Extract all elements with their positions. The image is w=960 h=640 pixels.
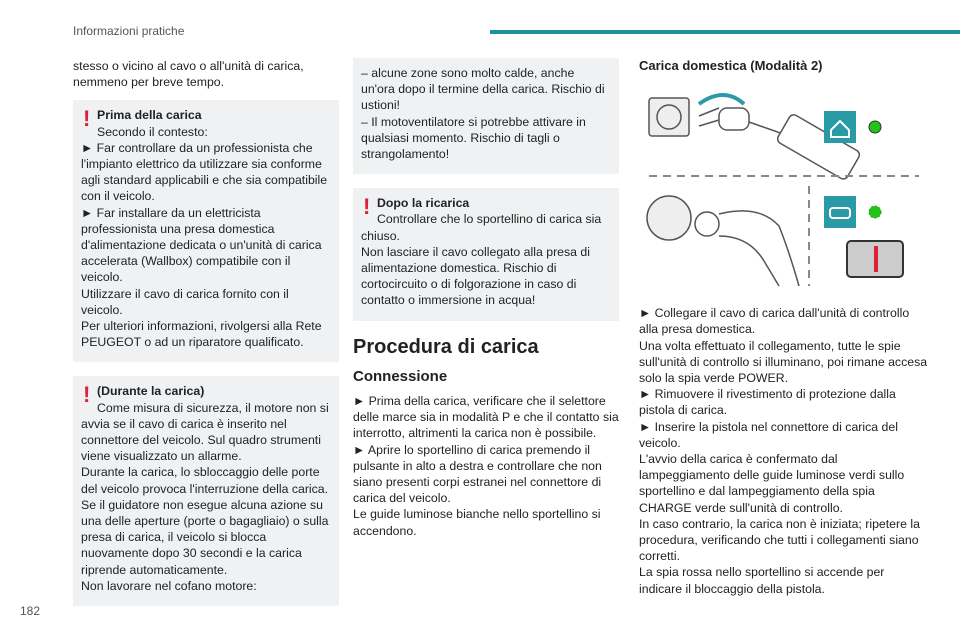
text-line: ► Inserire la pistola nel connettore di carica del veicolo. bbox=[639, 419, 898, 450]
box-line: Per ulteriori informazioni, rivolgersi alla Rete PEUGEOT o ad un riparatore qualificato. bbox=[81, 319, 322, 350]
warning-box-continued bbox=[353, 58, 619, 174]
charging-illustration bbox=[639, 86, 929, 291]
text-line: ► Aprire lo sportellino di carica premendo il pulsante in alto a destra e controllare che non siano presenti corpi estranei nel connettore di carica del veicolo. bbox=[353, 442, 602, 506]
box-line: Non lasciare il cavo collegato alla presa di alimentazione domestica. Rischio di cortocircuito o di folgorazione in caso di contatto o immersione in acqua! bbox=[361, 244, 590, 308]
box-line: – alcune zone sono molto calde, anche un'ora dopo il termine della carica. Rischio di ustioni! bbox=[361, 66, 605, 113]
warning-icon: ! bbox=[83, 106, 91, 132]
warning-icon: ! bbox=[363, 194, 371, 220]
box-line: Durante la carica, lo sbloccaggio delle porte del veicolo provoca l'interruzione della carica. bbox=[81, 465, 329, 496]
box-title: (Durante la carica) bbox=[97, 384, 205, 399]
vehicle-connector-icon bbox=[647, 196, 799, 286]
section-heading: Procedura di carica bbox=[353, 335, 539, 358]
box-title: Dopo la ricarica bbox=[377, 196, 470, 211]
box-line: Secondo il contesto: bbox=[97, 124, 208, 139]
column-3 bbox=[639, 58, 929, 597]
box-line: – Il motoventilatore si potrebbe attivare in qualsiasi momento. Rischio di tagli o strangolamento! bbox=[361, 114, 586, 162]
subheading: Carica domestica (Modalità 2) bbox=[639, 58, 823, 73]
column-2 bbox=[353, 58, 619, 539]
box-line: ► Far controllare da un professionista che l'impianto elettrico da utilizzare sia conforme agli standard applicabili e che sia compatibile con il veicolo. bbox=[81, 140, 328, 204]
text-line: La spia rossa nello sportellino si accende per indicare il bloccaggio della pistola. bbox=[639, 565, 885, 596]
box-line: Come misura di sicurezza, il motore non si avvia se il cavo di carica è inserito nel connettore del veicolo. Sul quadro strumenti viene visualizzato un allarme. bbox=[81, 400, 329, 464]
text-line: Le guide luminose bianche nello sportellino si accendono. bbox=[353, 507, 601, 538]
home-icon bbox=[824, 111, 856, 143]
warning-box-during bbox=[73, 376, 339, 606]
intro-text: stesso o vicino al cavo o all'unità di carica, nemmeno per breve tempo. bbox=[73, 59, 304, 90]
section-title: Informazioni pratiche bbox=[73, 24, 185, 38]
car-icon bbox=[824, 196, 856, 228]
text-line: Una volta effettuato il collegamento, tutte le spie sull'unità di controllo si illuminano, poi rimane accesa solo la spia verde POWER. bbox=[639, 338, 928, 386]
box-line: Utilizzare il cavo di carica fornito con il veicolo. bbox=[81, 286, 289, 317]
header-bar bbox=[490, 30, 960, 34]
box-line: Non lavorare nel cofano motore: bbox=[81, 578, 257, 593]
box-line: ► Far installare da un elettricista professionista una presa domestica d'alimentazione dedicata o un'unità di carica accelerata (Wallbox) compatibile con il veicolo. bbox=[81, 205, 322, 285]
power-led-icon bbox=[869, 121, 881, 133]
text-line: ► Collegare il cavo di carica dall'unità di controllo alla presa domestica. bbox=[639, 306, 910, 337]
text-line: L'avvio della carica è confermato dal lampeggiamento delle guide luminose verdi sullo sportellino e dal lampeggiamento della spia CHARGE verde sull'unità di controllo. bbox=[639, 452, 905, 515]
page-number: 182 bbox=[20, 604, 41, 618]
box-title: Prima della carica bbox=[97, 108, 202, 123]
text-line: In caso contrario, la carica non è iniziata; ripetere la procedura, verificando che tutti i collegamenti siano corretti. bbox=[639, 516, 920, 564]
text-line: ► Rimuovere il rivestimento di protezione dalla pistola di carica. bbox=[639, 387, 896, 418]
text-line: ► Prima della carica, verificare che il selettore delle marce sia in modalità P e che il contatto sia interrotto, altrimenti la carica non è possibile. bbox=[353, 394, 619, 441]
box-line: Se il guidatore non esegue alcuna azione su una delle aperture (porte o bagagliaio) o sulla presa di carica, il veicolo si blocca nuovamente dopo 30 secondi e la carica riprende automaticamente. bbox=[81, 497, 329, 577]
column-1 bbox=[73, 58, 339, 620]
warning-icon: ! bbox=[83, 382, 91, 408]
subheading: Connessione bbox=[353, 367, 448, 385]
charge-led-icon bbox=[869, 206, 881, 218]
warning-box-before bbox=[73, 100, 339, 362]
box-line: Controllare che lo sportellino di carica sia chiuso. bbox=[361, 212, 602, 243]
warning-box-after bbox=[353, 188, 619, 320]
